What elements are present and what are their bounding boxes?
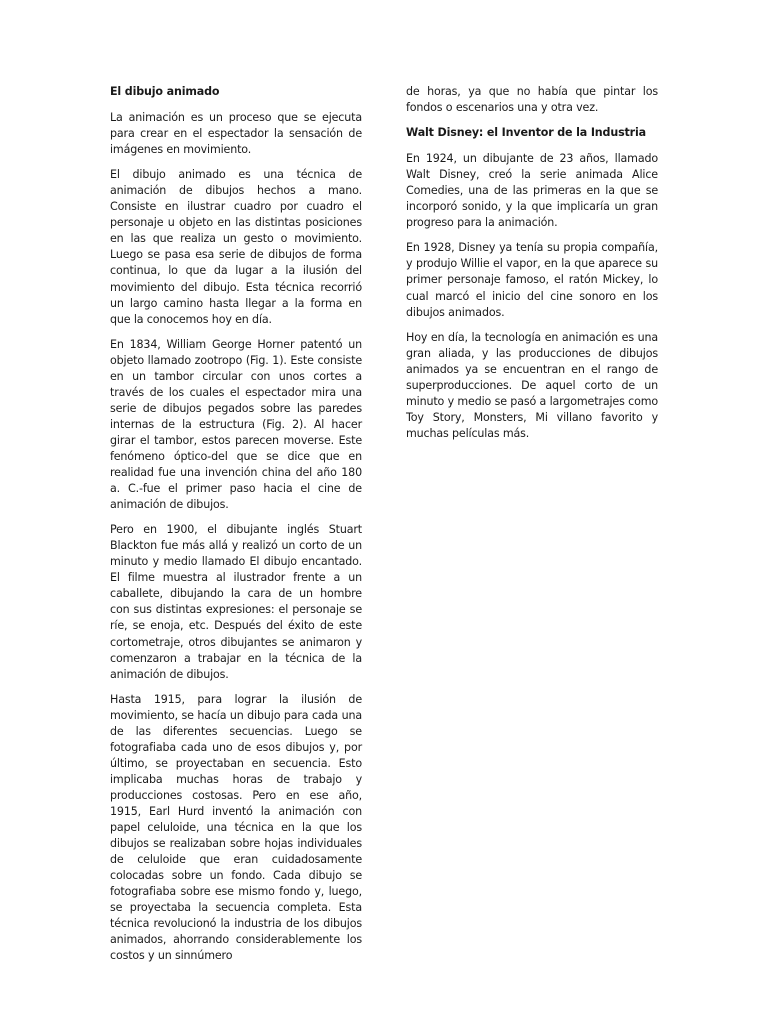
- paragraph-1924: En 1924, un dibujante de 23 años, llamado Walt Disney, creó la serie animada Alice Comedies, una de las primeras en la que se incorporó sonido, y la que implicaría un gran progreso para la animación.: [406, 152, 658, 230]
- paragraph-continuation: de horas, ya que no había que pintar los fondos o escenarios una y otra vez.: [406, 85, 658, 115]
- right-column: [406, 84, 658, 451]
- paragraph-hoy: Hoy en día, la tecnología en animación es una gran aliada, y las producciones de dibujos animados ya se encuentran en el rango de superproducciones. De aquel corto de un minuto y medio se pasó a largometrajes como Toy Story, Monsters, Mi villano favorito y muchas películas más.: [406, 330, 658, 440]
- section-heading-dibujo-animado: El dibujo animado: [110, 85, 220, 98]
- paragraph-zootropo: En 1834, William George Horner patentó un objeto llamado zootropo (Fig. 1). Este consiste en un tambor circular con unos cortes a través de los cuales el espectador mira una serie de dibujos pegados sobre las paredes internas de la estructura (Fig. 2). Al hacer girar el tambor, estos parecen moverse. Este fenómeno óptico-del que se dice que en realidad fue una invención china del año 180 a. C.-fue el primer paso hacia el cine de animación de dibujos.: [110, 337, 362, 512]
- paragraph-1928: En 1928, Disney ya tenía su propia compañía, y produjo Willie el vapor, en la que aparece su primer personaje famoso, el ratón Mickey, lo cual marcó el inicio del cine sonoro en los dibujos animados.: [406, 241, 658, 319]
- section-heading-walt-disney: Walt Disney: el Inventor de la Industria: [406, 126, 646, 140]
- left-column: [110, 84, 362, 973]
- paragraph-tecnica: El dibujo animado es una técnica de animación de dibujos hechos a mano. Consiste en ilustrar cuadro por cuadro el personaje u objeto en las distintas posiciones en las que realiza un gesto o movimiento. Luego se pasa esa serie de dibujos de forma continua, lo que da lugar a la ilusión del movimiento del dibujo. Esta técnica recorrió un largo camino hasta llegar a la forma en que la conocemos hoy en día.: [110, 168, 362, 326]
- paragraph-blackton: Pero en 1900, el dibujante inglés Stuart Blackton fue más allá y realizó un corto de un minuto y medio llamado El dibujo encantado. El filme muestra al ilustrador frente a un caballete, dibujando la cara de un hombre con sus distintas expresiones: el personaje se ríe, se enoja, etc. Después del éxito de este cortometraje, otros dibujantes se animaron y comenzaron a trabajar en la técnica de la animación de dibujos.: [110, 523, 362, 681]
- paragraph-celuloide: Hasta 1915, para lograr la ilusión de movimiento, se hacía un dibujo para cada una de las diferentes secuencias. Luego se fotografiaba cada uno de esos dibujos y, por último, se proyectaban en secuencia. Esto implicaba muchas horas de trabajo y producciones costosas. Pero en ese año, 1915, Earl Hurd inventó la animación con papel celuloide, una técnica en la que los dibujos se realizaban sobre hojas individuales de celuloide que eran cuidadosamente colocadas sobre un fondo. Cada dibujo se fotografiaba sobre ese mismo fondo y, luego, se proyectaba la secuencia completa. Esta técnica revolucionó la industria de los dibujos animados, ahorrando considerablemente los costos y un sinnúmero: [110, 692, 362, 963]
- paragraph-intro: La animación es un proceso que se ejecuta para crear en el espectador la sensación de imágenes en movimiento.: [110, 111, 362, 157]
